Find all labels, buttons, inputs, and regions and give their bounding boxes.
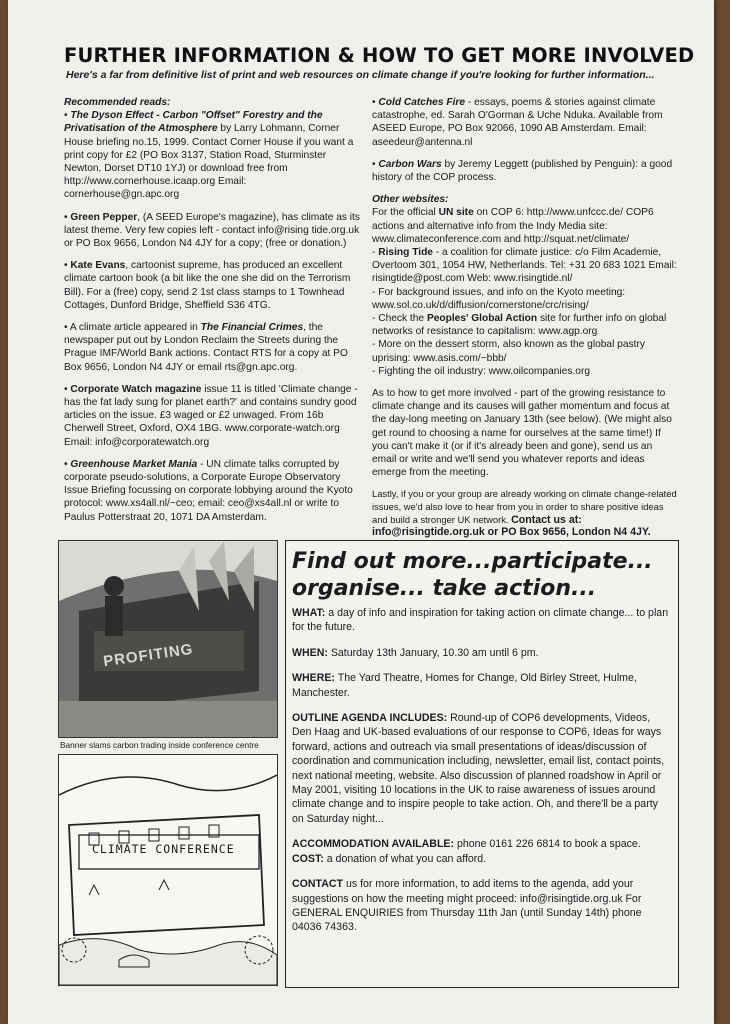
protest-photo	[58, 540, 278, 738]
pga-entry: - Check the Peoples' Global Action site for further info on global networks of resistance to capitalism: www.agp.org	[372, 313, 667, 338]
cartoon-sign: CLIMATE CONFERENCE	[92, 842, 235, 856]
event-when: WHEN: Saturday 13th January, 10.30 am until 6 pm.	[292, 646, 539, 659]
list-item: • A climate article appeared in The Financial Crimes, the newspaper put out by London Reclaim the Streets during the Prague IMF/World Bank actions. Contact RTS for a copy at PO Box 9656, London N4 4JY or email rts@gn.apc.org.	[64, 322, 348, 373]
websites-intro: For the official UN site on COP 6: http://www.unfccc.de/ COP6 actions and alternative info from the Indy Media site: www.climateconference.com and http://squat.net/climate/	[372, 207, 654, 245]
oil-entry: - Fighting the oil industry: www.oilcompanies.org	[372, 365, 590, 377]
page-title: FURTHER INFORMATION & HOW TO GET MORE INVOLVED	[64, 44, 695, 67]
right-column	[372, 96, 678, 548]
lastly-paragraph: Lastly, if you or your group are already working on climate change-related issues, we'd also love to hear from you in order to share positive ideas and build a stronger UK network. Contact us at: info@risingtide.org.uk or PO Box 9656, London N4 4JY.	[372, 488, 677, 539]
list-item: • Greenhouse Market Mania - UN climate talks corrupted by corporate pseudo-solutions, a Corporate Europe Observatory Issue Briefing focussing on corporate lobbying around the Kyoto protocol: www.xs4all.nl/~ceo; email: ceo@xs4all.nl or write to Paulus Potterstraat 20, 1071 DA Amsterdam.	[64, 458, 353, 523]
event-what: WHAT: a day of info and inspiration for taking action on climate change... to plan for the future.	[292, 607, 669, 634]
websites-heading: Other websites:	[372, 194, 449, 206]
event-headline: Find out more...participate... organise... take action...	[292, 549, 653, 601]
background-entry: - For background issues, and info on the Kyoto meeting: www.sol.co.uk/d/diffusion/cornerstone/crc/rising/	[372, 286, 626, 311]
contact-line: Contact us at: info@risingtide.org.uk or PO Box 9656, London N4 4JY.	[372, 513, 651, 539]
event-cost: COST: a donation of what you can afford.	[292, 852, 487, 865]
list-item: • Carbon Wars by Jeremy Leggett (published by Penguin): a good history of the COP process.	[372, 158, 673, 184]
left-column	[64, 96, 364, 533]
photo-banner-text: PROFITING	[102, 640, 195, 671]
event-accommodation: ACCOMMODATION AVAILABLE: phone 0161 226 6814 to book a space.	[292, 838, 641, 851]
recommended-heading: Recommended reads:	[64, 97, 171, 108]
event-agenda: OUTLINE AGENDA INCLUDES: Round-up of COP6 developments, Videos, Den Haag and UK-based evaluations of our response to COP6, Ideas for ways forward, actions and outreach via small presentations of ideas/discussion of coordination and communication including, newsletter, email list, contact points, next national meeting, website. Also discussion of planned roadshow in April or May 2001, visiting 10 locations in the UK to raise awareness of issues around climate change and to inspire people to take action. Oh, and there'll be a party on Saturday night...	[292, 712, 665, 825]
involved-paragraph: As to how to get more involved - part of the growing resistance to climate change and its causes will gather momentum and focus at the day-long meeting on January 13th (see below). (We might also get round to choosing a name for ourselves at the same time!) If you can't make it (or if it's already been and gone), send us an email or write and we'll send you whatever reports and ideas emerge from the meeting.	[372, 388, 672, 479]
list-item: • Kate Evans, cartoonist supreme, has produced an excellent climate cartoon book (a bit like the one she did on the Terrorism Bill). For a (free) copy, send 2 1st class stamps to 1 Townhead Cottages, Dunford Bridge, Sheffield S36 4TG.	[64, 260, 351, 311]
list-item: • Corporate Watch magazine issue 11 is titled 'Climate change - has the fat lady sung for planet earth?' and contains sundry good articles on the issue. £3 waged or £2 unwaged. From 16b Cherwell Street, Oxford, OX4 1BG. www.corporate-watch.org Email: info@corporatewatch.org	[64, 383, 358, 448]
rising-tide-entry: - Rising Tide - a coalition for climate justice: c/o Film Academie, Overtoom 301, 1054 HW, Netherlands. Tel: +31 20 683 1021 Email: risingtide@post.com Web: www.risingtide.nl/	[372, 247, 677, 285]
event-contact: CONTACT us for more information, to add items to the agenda, add your suggestions on how the meeting might proceed: info@risingtide.org.uk For GENERAL ENQUIRIES from Thursday 11th Jan (until Sunday 14th) phone 04036 74363.	[292, 878, 642, 934]
cartoon-scene	[59, 755, 277, 985]
desert-entry: - More on the dessert storm, also known as the global pastry uprising: www.asis.com/~bbb/	[372, 339, 645, 364]
photo-scene	[59, 541, 277, 737]
event-details	[292, 606, 670, 946]
page-subtitle: Here's a far from definitive list of print and web resources on climate change if you're looking for further information...	[66, 69, 655, 81]
photo-caption: Banner slams carbon trading inside conference centre	[60, 740, 259, 750]
list-item: • The Dyson Effect - Carbon "Offset" Forestry and the Privatisation of the Atmosphere by Larry Lohmann, Corner House briefing no.15, 1999. Contact Corner House if you want a print copy for £2 (PO Box 3137, Station Road, Sturminster Newton, Dorset DT10 1YJ) or download free from http://www.cornerhouse.icaap.org Email: cornerhouse@gn.apc.org	[64, 110, 354, 201]
list-item: • Cold Catches Fire - essays, poems & stories against climate catastrophe, ed. Sarah O'Gorman & Uche Nduka. Available from ASEED Europe, PO Box 92066, 1090 AB Amsterdam. Email: aseedeur@antenna.nl	[372, 97, 663, 148]
cartoon-drawing	[58, 754, 278, 986]
list-item: • Green Pepper, (A SEED Europe's magazine), has climate as its latest theme. Very few copies left - contact info@rising tide.org.uk or PO Box 9656, London N4 4JY for a copy; (free or donation.)	[64, 211, 360, 250]
event-where: WHERE: The Yard Theatre, Homes for Change, Old Birley Street, Hulme, Manchester.	[292, 672, 637, 699]
